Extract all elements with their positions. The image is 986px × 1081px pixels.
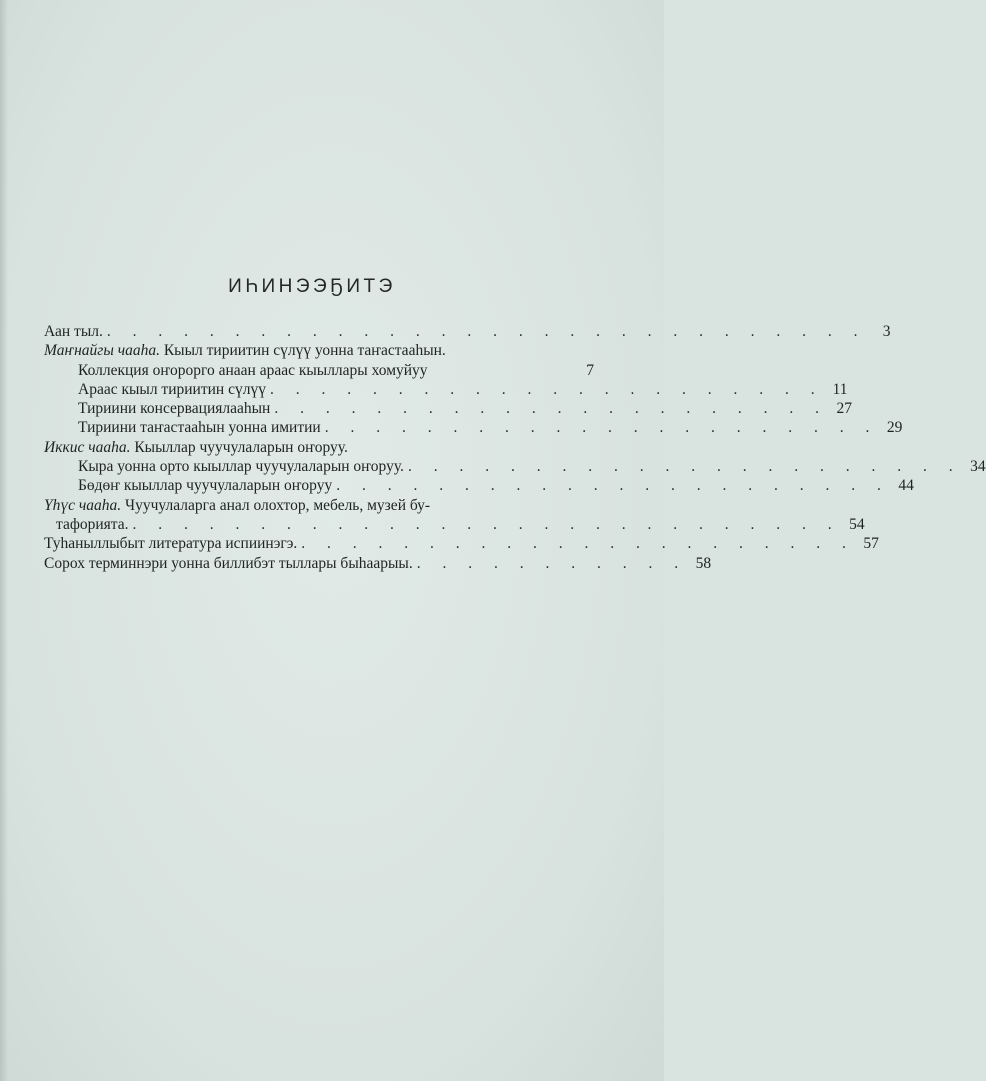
toc-entry[interactable] (44, 361, 594, 380)
page-edge-shadow (0, 0, 8, 1081)
toc-page-number: 34 (970, 458, 986, 476)
leader-dots: . . . . . . . . . . . . . . . . . . . . . . (336, 477, 890, 495)
toc-entry[interactable] (44, 399, 852, 418)
toc-entry[interactable] (44, 380, 848, 399)
toc-page-number: 29 (886, 419, 903, 437)
leader-dots: . . . . . . . . . . . . . . . . . . . . . . . . . . . . (132, 515, 841, 533)
toc-entry-literature[interactable] (44, 534, 879, 553)
toc-page-number: 54 (849, 515, 865, 533)
toc-entry[interactable] (44, 418, 903, 437)
toc-page-number: 44 (898, 477, 914, 495)
toc-page-number: 7 (586, 361, 594, 379)
toc-page-number: 58 (695, 554, 712, 572)
leader-dots: . . . . . . . . . . . (416, 554, 688, 572)
toc-entry-label: Коллекция оҥорорго анаан араас кыыллары хомуйуу (78, 361, 428, 379)
chapter-heading: Маҥнайгы чааһа. (44, 342, 160, 360)
leader-dots: . . . . . . . . . . . . . . . . . . . . . . (324, 419, 879, 437)
chapter-heading: Иккис чааһа. (44, 438, 131, 456)
toc-entry-chapter-3-cont[interactable] (44, 515, 865, 534)
leader-dots: . . . . . . . . . . . . . . . . . . . . . . . . . . . . . . (106, 323, 867, 340)
toc-entry[interactable] (44, 476, 914, 495)
toc-entry-label: Араас кыыл тириитин сүлүү (78, 380, 266, 398)
toc-entry-label: Тириини таҥастааһын уонна имитии (78, 419, 321, 437)
toc-page-number: 27 (836, 400, 852, 418)
toc-chapter-2[interactable] (44, 438, 594, 457)
leader-dots: . . . . . . . . . . . . . . . . . . . . . . (269, 380, 824, 398)
chapter-title: Кыыллар чуучулаларын оҥоруу. (134, 438, 348, 456)
leader-dots: . . . . . . . . . . . . . . . . . . . . . . (301, 535, 855, 553)
toc-page-number: 3 (882, 323, 891, 340)
toc-entry-label: Кыра уонна орто кыыллар чуучулаларын оҥоруу. (78, 458, 404, 476)
table-of-contents (44, 322, 986, 573)
toc-chapter-1[interactable] (44, 341, 594, 360)
toc-heading: ИҺИНЭЭҔИТЭ (228, 276, 396, 297)
chapter-title: Кыыл тириитин сүлүү уонна таҥастааһын. (163, 342, 446, 360)
chapter-heading: Үһүс чааһа. (44, 496, 122, 514)
toc-entry-glossary[interactable] (44, 554, 712, 573)
leader-dots: . . . . . . . . . . . . . . . . . . . . . . (274, 400, 828, 418)
toc-entry-label: Тириини консервациялааһын (78, 400, 271, 418)
toc-entry-label: Бөдөҥ кыыллар чуучулаларын оҥоруу (78, 477, 333, 495)
toc-entry-label: Аан тыл. (44, 323, 103, 340)
chapter-title-continued: тафорията. (56, 515, 129, 533)
toc-entry[interactable] (44, 457, 986, 476)
toc-page-number: 11 (832, 380, 848, 398)
toc-entry-preface[interactable] (44, 322, 891, 341)
toc-chapter-3[interactable] (44, 496, 594, 515)
leader-dots: . . . . . . . . . . . . . . . . . . . . . . (407, 458, 962, 476)
toc-entry-label: Туһаныллыбыт литература испиинэгэ. (44, 535, 298, 553)
chapter-title: Чуучулаларга анал олохтор, мебель, музей бу- (125, 496, 431, 514)
toc-page-number: 57 (863, 535, 879, 553)
toc-entry-label: Сорох терминнэри уонна биллибэт тыллары быһаарыы. (44, 554, 413, 572)
